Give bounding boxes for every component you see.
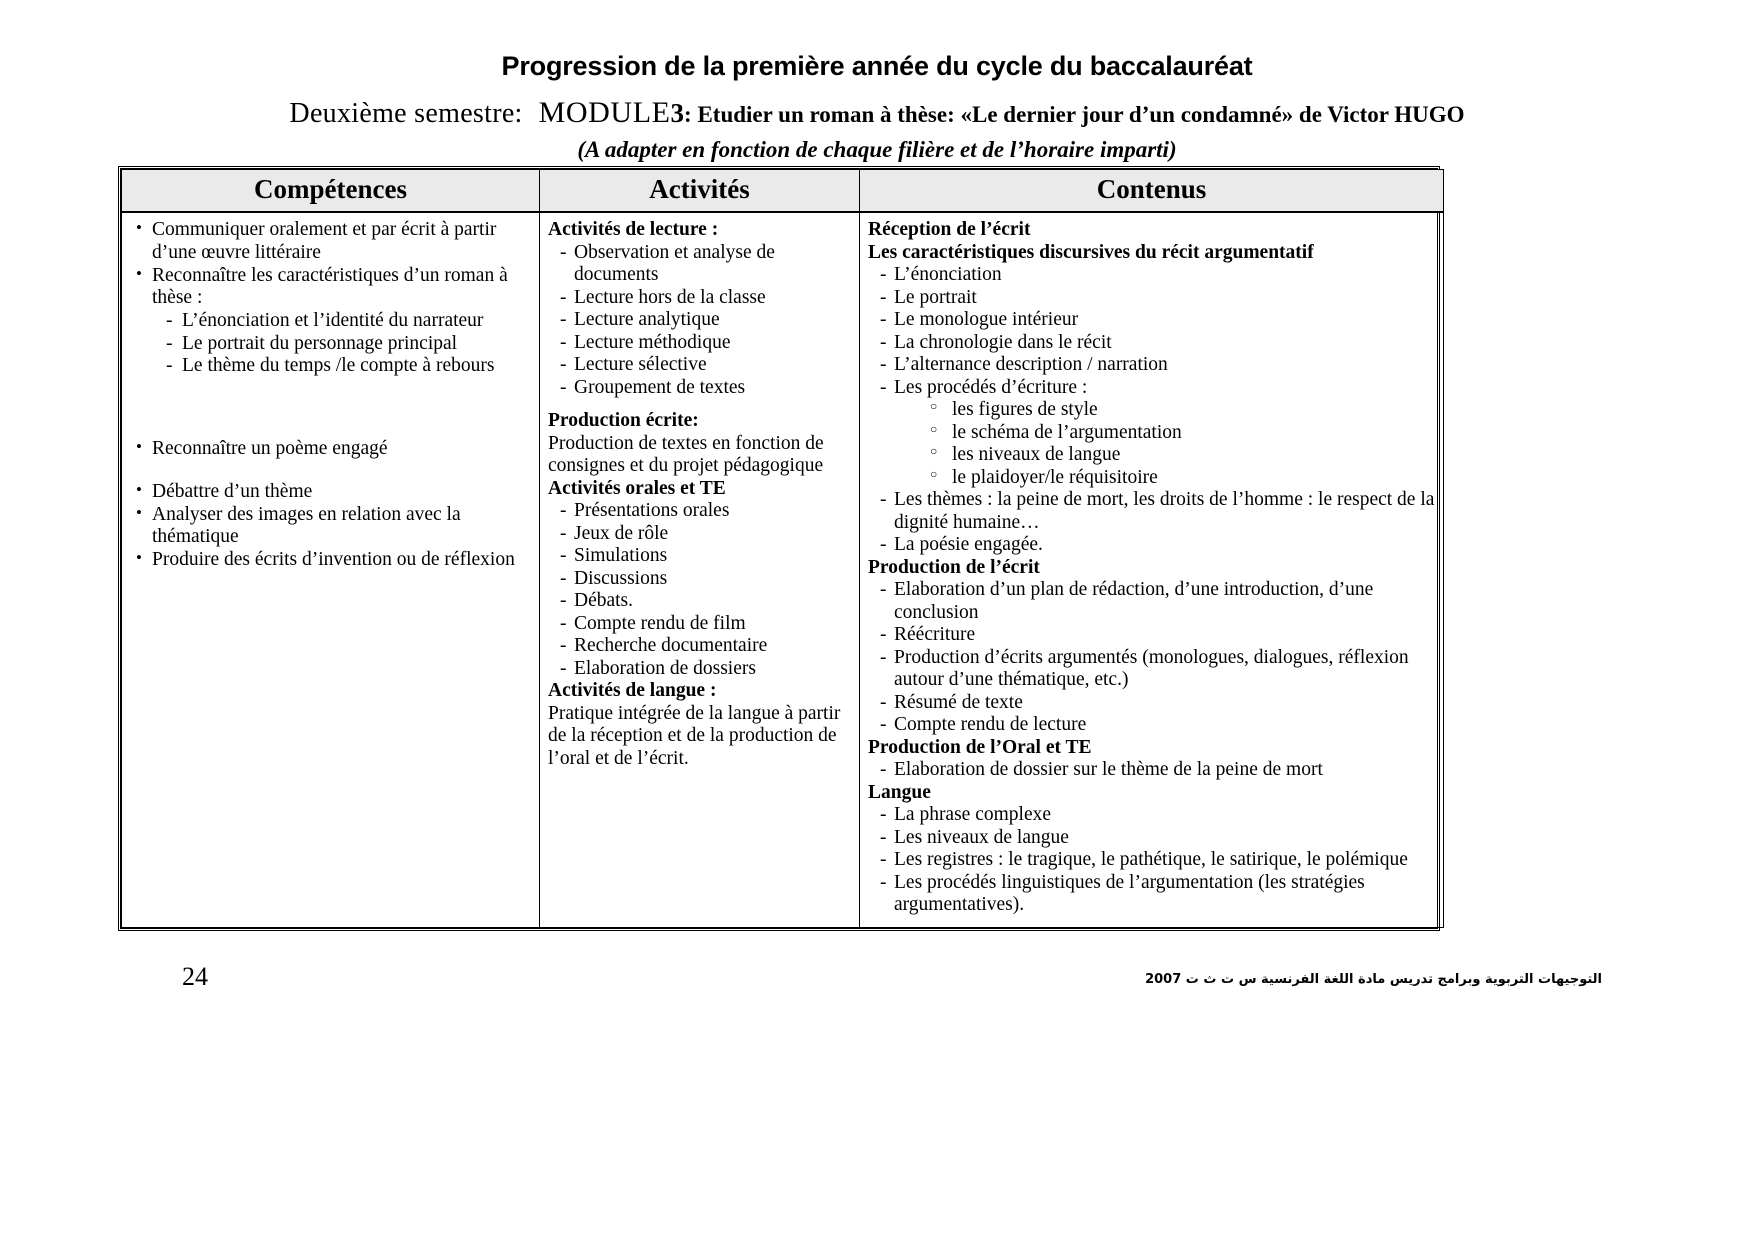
list-item: • Communiquer oralement et par écrit à partir d’une œuvre littéraire — [130, 219, 531, 264]
activites-lecture-heading: Activités de lecture : — [548, 219, 719, 240]
list-item: ○ les niveaux de langue — [926, 444, 1435, 467]
list-item: - Elaboration d’un plan de rédaction, d’une introduction, d’une conclusion — [868, 579, 1435, 624]
list-item: - Réécriture — [868, 624, 1435, 647]
list-item: - Elaboration de dossiers — [548, 658, 851, 681]
list-item: - Présentations orales — [548, 500, 851, 523]
contenus-production-ecrit-heading: Production de l’écrit — [868, 556, 1040, 578]
module-subtitle — [0, 82, 1754, 130]
spacer — [130, 378, 531, 438]
module-description: : Etudier un roman à thèse: «Le dernier jour d’un condamné» de Victor HUGO — [684, 101, 1465, 127]
activites-orales-heading: Activités orales et TE — [548, 477, 726, 499]
activites-production-text: Production de textes en fonction de consignes et du projet pédagogique — [548, 432, 824, 477]
list-item: - Les registres : le tragique, le pathétique, le satirique, le polémique — [868, 849, 1435, 872]
list-item: - Les thèmes : la peine de mort, les droits de l’homme : le respect de la dignité humaine… — [868, 489, 1435, 534]
column-header-competences: Compétences — [122, 170, 540, 213]
competences-subitems — [130, 310, 531, 378]
list-item: - Les procédés d’écriture : — [868, 377, 1435, 400]
spacer — [548, 399, 851, 410]
list-item: - Lecture hors de la classe — [548, 287, 851, 310]
cell-competences — [122, 212, 540, 927]
list-item: - L’énonciation — [868, 264, 1435, 287]
list-item: - Production d’écrits argumentés (monologues, dialogues, réflexion autour d’une thématique, etc.) — [868, 647, 1435, 692]
competences-bullets-group-2 — [130, 438, 531, 461]
list-item: - La poésie engagée. — [868, 534, 1435, 557]
contenus-caracteristiques-list — [868, 264, 1435, 399]
list-item: - Les procédés linguistiques de l’argumentation (les stratégies argumentatives). — [868, 872, 1435, 917]
list-item: ○ les figures de style — [926, 399, 1435, 422]
spacer — [130, 461, 531, 481]
list-item: - Elaboration de dossier sur le thème de la peine de mort — [868, 759, 1435, 782]
list-item: - Jeux de rôle — [548, 523, 851, 546]
adaptation-note: (A adapter en fonction de chaque filière et de l’horaire imparti) — [577, 137, 1177, 163]
list-item: ○ le schéma de l’argumentation — [926, 422, 1435, 445]
list-item: • Reconnaître un poème engagé — [130, 438, 531, 461]
contenus-production-oral-heading: Production de l’Oral et TE — [868, 736, 1092, 758]
activites-orales-list — [548, 500, 851, 680]
progression-table — [118, 166, 1440, 931]
activites-langue-text: Pratique intégrée de la langue à partir de la réception et de la production de l’oral et de l’écrit. — [548, 702, 841, 769]
list-item: - L’alternance description / narration — [868, 354, 1435, 377]
cell-contenus — [860, 212, 1444, 927]
list-item: - Compte rendu de film — [548, 613, 851, 636]
list-item: - Discussions — [548, 568, 851, 591]
contenus-langue-list — [868, 804, 1435, 917]
list-item: - L’énonciation et l’identité du narrateur — [156, 310, 531, 333]
list-item: - Le portrait — [868, 287, 1435, 310]
activites-lecture-list — [548, 242, 851, 400]
list-item: - Débats. — [548, 590, 851, 613]
list-item: ○ le plaidoyer/le réquisitoire — [926, 467, 1435, 490]
activites-production-heading: Production écrite: — [548, 410, 699, 432]
competences-bullets-group-3 — [130, 481, 531, 572]
list-item: - Le portrait du personnage principal — [156, 333, 531, 356]
list-item: - Les niveaux de langue — [868, 827, 1435, 850]
contenus-langue-heading: Langue — [868, 781, 931, 803]
contenus-reception-heading: Réception de l’écrit — [868, 219, 1031, 240]
list-item: - Lecture analytique — [548, 309, 851, 332]
list-item: • Produire des écrits d’invention ou de réflexion — [130, 549, 531, 572]
list-item: - La phrase complexe — [868, 804, 1435, 827]
semester-label: Deuxième semestre: — [289, 97, 523, 129]
column-header-contenus: Contenus — [860, 170, 1444, 213]
contenus-themes-list — [868, 489, 1435, 557]
list-item: • Analyser des images en relation avec la thématique — [130, 504, 531, 549]
page-title: Progression de la première année du cycle du baccalauréat — [501, 51, 1253, 81]
list-item: - Groupement de textes — [548, 377, 851, 400]
footer-arabic-note: التوجيهات التربوية وبرامج تدريس مادة اللغة الفرنسية س ت ث ت 2007 — [1145, 972, 1602, 987]
list-item: - La chronologie dans le récit — [868, 332, 1435, 355]
table-header-row — [122, 170, 1444, 213]
table-row — [122, 212, 1444, 927]
column-header-activites: Activités — [540, 170, 860, 213]
list-item: - Lecture méthodique — [548, 332, 851, 355]
list-item: - Simulations — [548, 545, 851, 568]
activites-langue-heading: Activités de langue : — [548, 680, 717, 702]
list-item: - Le thème du temps /le compte à rebours — [156, 355, 531, 378]
list-item: • Reconnaître les caractéristiques d’un roman à thèse : — [130, 265, 531, 310]
list-item: - Le monologue intérieur — [868, 309, 1435, 332]
module-label: MODULE — [538, 95, 671, 129]
contenus-production-oral-list — [868, 759, 1435, 782]
competences-bullets-group-1 — [130, 219, 531, 310]
list-item: - Recherche documentaire — [548, 635, 851, 658]
contenus-caracteristiques-heading: Les caractéristiques discursives du récit argumentatif — [868, 241, 1314, 263]
contenus-production-ecrit-list — [868, 579, 1435, 737]
cell-activites — [540, 212, 860, 927]
page-number: 24 — [182, 962, 208, 991]
list-item: - Observation et analyse de documents — [548, 242, 851, 287]
list-item: - Lecture sélective — [548, 354, 851, 377]
list-item: - Compte rendu de lecture — [868, 714, 1435, 737]
list-item: - Résumé de texte — [868, 692, 1435, 715]
list-item: • Débattre d’un thème — [130, 481, 531, 504]
contenus-procedes-sublist — [868, 399, 1435, 489]
module-number: 3 — [670, 97, 685, 128]
